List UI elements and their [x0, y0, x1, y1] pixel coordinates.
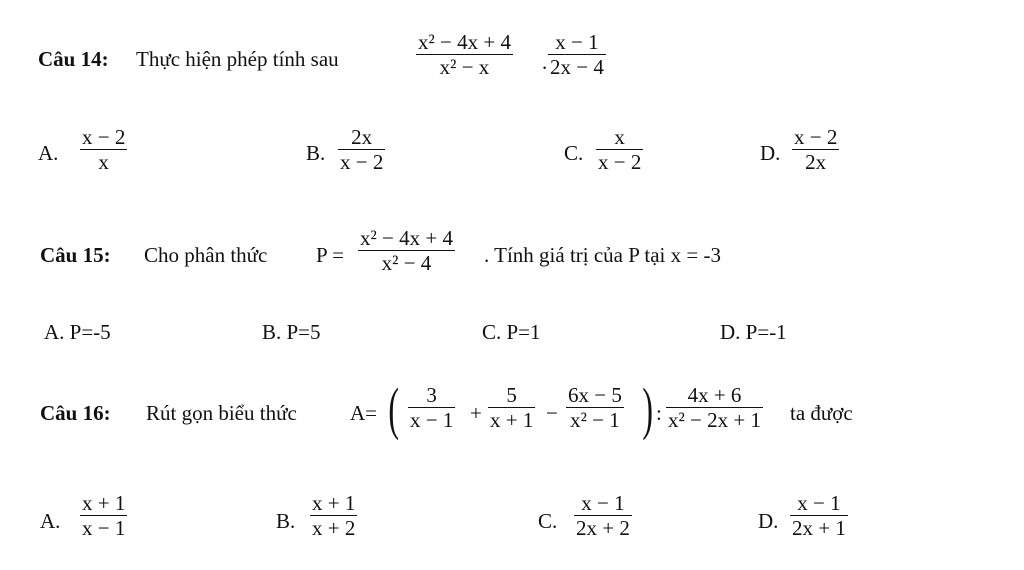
q14-option-b-num: 2x — [338, 125, 385, 150]
q15-label: Câu 15: — [40, 243, 111, 267]
q16-option-b-num: x + 1 — [312, 491, 356, 515]
q14-fraction-1 — [416, 30, 513, 79]
q16-divisor-num: 4x + 6 — [666, 383, 763, 408]
q16-t1-den: x − 1 — [410, 408, 454, 432]
q16-right-paren: ) — [642, 376, 653, 441]
q15-numerator: x² − 4x + 4 — [360, 226, 453, 250]
q16-option-a-letter: A. — [40, 509, 61, 533]
q15-fraction — [358, 226, 455, 275]
q16-plus: + — [470, 401, 482, 425]
q16-option-a-den: x − 1 — [82, 516, 126, 540]
q14-option-b-den: x − 2 — [340, 150, 384, 174]
q16-option-d — [790, 491, 848, 540]
q14-option-d — [792, 125, 839, 174]
q14-multiply-dot: . — [542, 50, 548, 74]
q14-option-a-den: x — [98, 150, 109, 174]
q15-p-equals: P = — [316, 243, 344, 267]
q14-option-c — [596, 125, 643, 174]
q16-option-c-num: x − 1 — [574, 491, 632, 516]
q16-divisor — [666, 383, 763, 432]
q16-divide: : — [656, 401, 662, 425]
q16-option-c-letter: C. — [538, 509, 558, 533]
q16-divisor-den: x² − 2x + 1 — [668, 408, 761, 432]
q14-fraction-2 — [548, 30, 606, 79]
q14-f2-denominator: 2x − 4 — [550, 55, 604, 79]
q16-term-2 — [488, 383, 535, 432]
q14-option-d-letter: D. — [760, 141, 781, 165]
q16-option-b — [310, 491, 357, 540]
q15-after-text: . Tính giá trị của P tại x = -3 — [484, 243, 721, 267]
q15-option-d: D. P=-1 — [720, 320, 787, 344]
q16-text: Rút gọn biểu thức — [146, 401, 297, 425]
q15-denominator: x² − 4 — [381, 251, 432, 275]
q16-option-c — [574, 491, 632, 540]
q16-term-1 — [408, 383, 455, 432]
q14-option-c-den: x − 2 — [598, 150, 642, 174]
q16-label: Câu 16: — [40, 401, 111, 425]
q14-option-a-num: x − 2 — [82, 125, 126, 149]
q14-f1-numerator: x² − 4x + 4 — [418, 30, 511, 54]
q16-t2-den: x + 1 — [490, 408, 534, 432]
q16-left-paren: ( — [388, 376, 399, 441]
q16-term-3 — [566, 383, 624, 432]
q14-f1-denominator: x² − x — [439, 55, 490, 79]
q16-after-text: ta được — [790, 401, 853, 425]
q14-option-d-num: x − 2 — [794, 125, 838, 149]
q16-a-equals: A= — [350, 401, 378, 425]
q14-f2-numerator: x − 1 — [548, 30, 606, 55]
q16-option-b-letter: B. — [276, 509, 296, 533]
q16-t3-den: x² − 1 — [570, 408, 620, 432]
q14-text: Thực hiện phép tính sau — [136, 47, 339, 71]
q14-option-b — [338, 125, 385, 174]
q14-option-b-letter: B. — [306, 141, 326, 165]
q16-option-d-letter: D. — [758, 509, 779, 533]
q15-option-b: B. P=5 — [262, 320, 321, 344]
q15-option-c: C. P=1 — [482, 320, 541, 344]
q14-option-d-den: 2x — [805, 150, 827, 174]
q14-option-a — [80, 125, 127, 174]
q16-t3-num: 6x − 5 — [568, 383, 622, 407]
q16-option-d-den: 2x + 1 — [792, 516, 846, 540]
q15-option-a: A. P=-5 — [44, 320, 111, 344]
q16-minus: − — [546, 401, 558, 425]
q16-t1-num: 3 — [408, 383, 455, 408]
q16-option-a — [80, 491, 127, 540]
q14-option-c-num: x — [596, 125, 643, 150]
q15-text: Cho phân thức — [144, 243, 268, 267]
q16-t2-num: 5 — [488, 383, 535, 408]
q16-option-b-den: x + 2 — [312, 516, 356, 540]
q14-option-a-letter: A. — [38, 141, 59, 165]
q16-option-c-den: 2x + 2 — [576, 516, 630, 540]
q14-label: Câu 14: — [38, 47, 109, 71]
q16-option-a-num: x + 1 — [82, 491, 126, 515]
q16-option-d-num: x − 1 — [790, 491, 848, 516]
q14-option-c-letter: C. — [564, 141, 584, 165]
